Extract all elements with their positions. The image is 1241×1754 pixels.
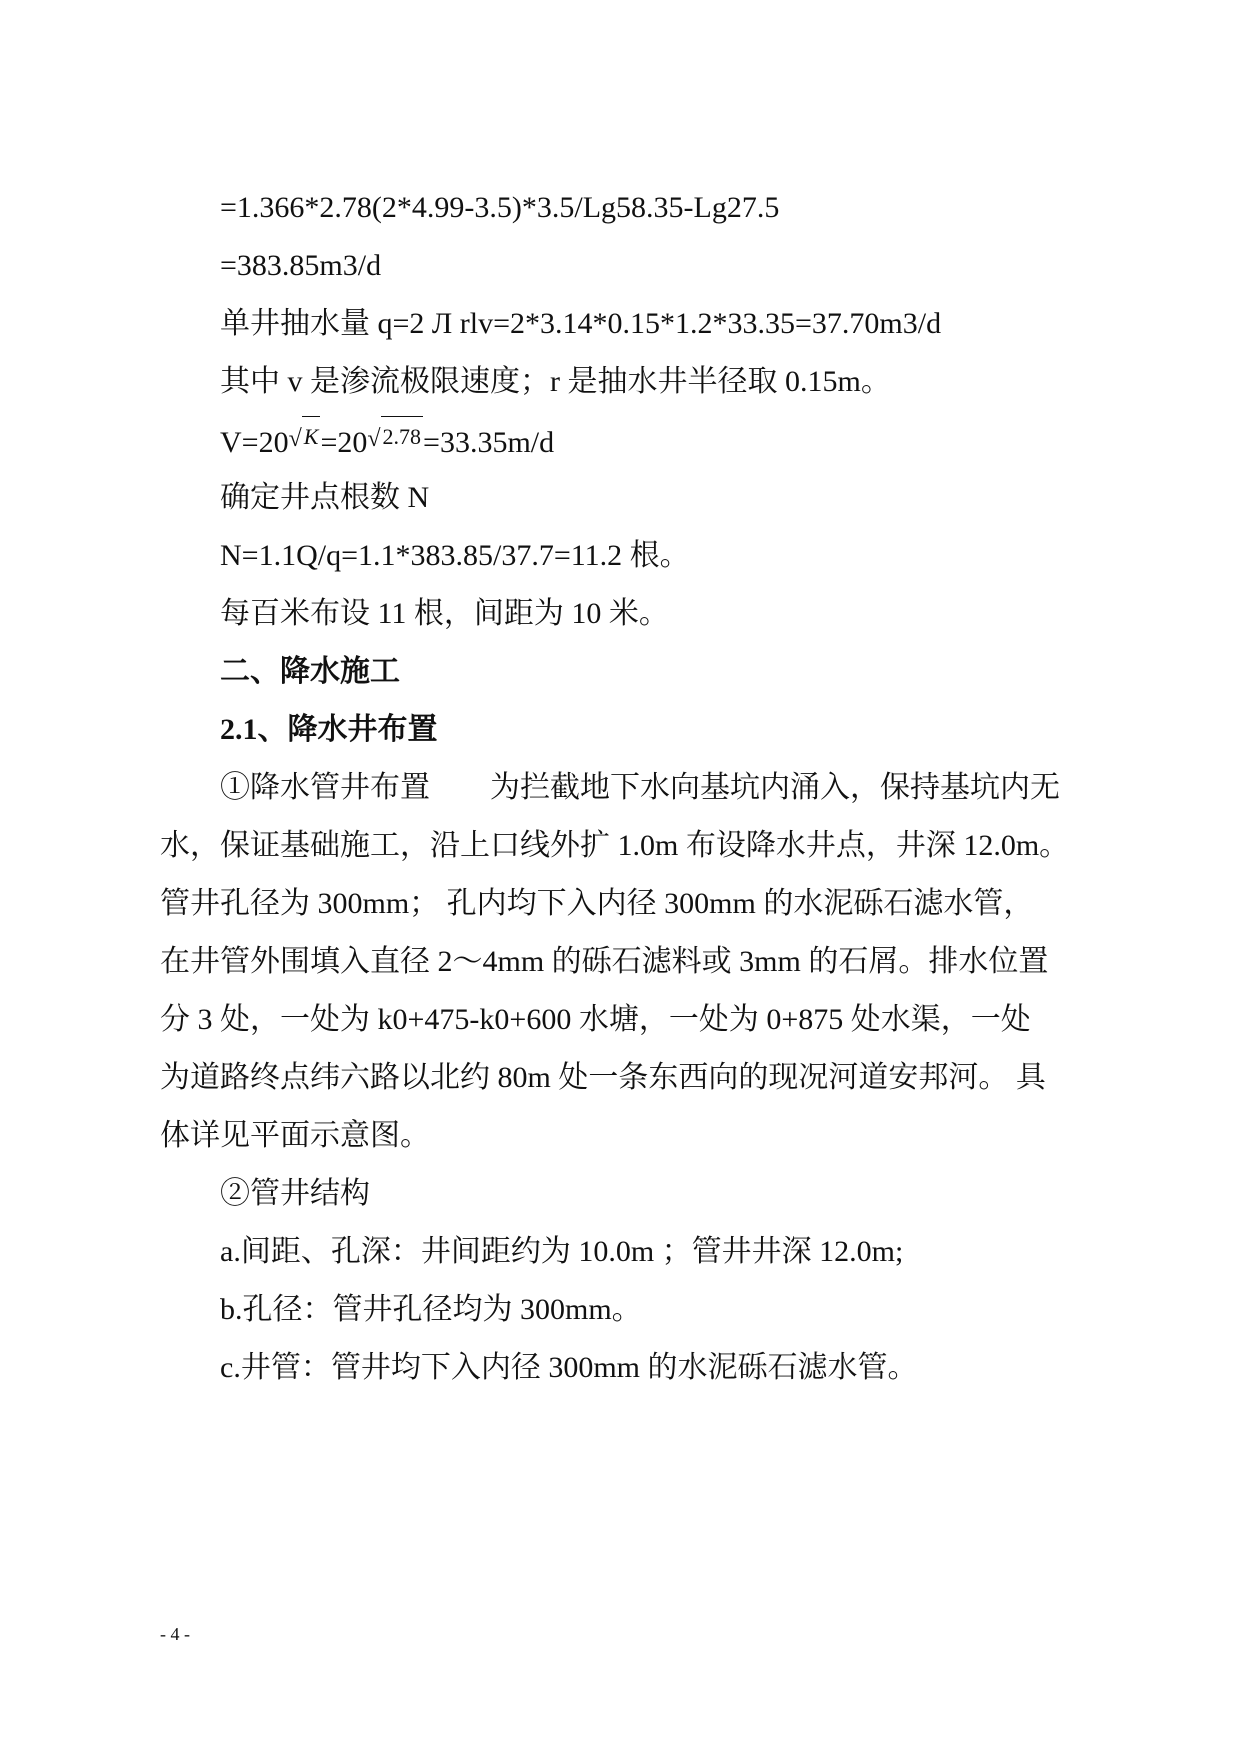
paragraph-line-4: 在井管外围填入直径 2～4mm 的砾石滤料或 3mm 的石屑。排水位置 bbox=[160, 945, 1049, 978]
radical-sign-1: √ bbox=[288, 426, 302, 452]
paragraph-line-1 bbox=[220, 768, 1060, 808]
subsection-heading: 2.1、降水井布置 bbox=[220, 713, 438, 746]
item-title-1: ①降水管井布置 bbox=[220, 771, 430, 804]
velocity-formula bbox=[220, 423, 554, 465]
sqrt-k bbox=[289, 423, 321, 465]
sqrt-278 bbox=[367, 423, 423, 465]
well-count-formula: N=1.1Q/q=1.1*383.85/37.7=11.2 根。 bbox=[220, 539, 690, 572]
well-count-heading: 确定井点根数 N bbox=[220, 481, 430, 514]
item-title-2: ②管井结构 bbox=[220, 1177, 370, 1210]
structure-item-b: b.孔径：管井孔径均为 300mm。 bbox=[220, 1293, 642, 1326]
paragraph-line-6: 为道路终点纬六路以北约 80m 处一条东西向的现况河道安邦河。 具 bbox=[160, 1061, 1046, 1094]
sqrt-278-value: 2.78 bbox=[381, 416, 424, 457]
single-well-flow: 单井抽水量 q=2 Л rlv=2*3.14*0.15*1.2*33.35=37.70m3/d bbox=[220, 307, 942, 340]
variable-explanation: 其中 v 是渗流极限速度；r 是抽水井半径取 0.15m。 bbox=[220, 365, 891, 398]
sqrt-k-value: K bbox=[302, 416, 321, 457]
paragraph-line-5: 分 3 处，一处为 k0+475-k0+600 水塘，一处为 0+875 处水渠，一处 bbox=[160, 1003, 1031, 1036]
radical-sign-2: √ bbox=[367, 426, 381, 452]
paragraph-text-1: 为拦截地下水向基坑内涌入，保持基坑内无 bbox=[490, 771, 1060, 804]
section-heading: 二、降水施工 bbox=[220, 655, 400, 688]
velocity-result: =33.35m/d bbox=[423, 426, 555, 459]
formula-line-1: =1.366*2.78(2*4.99-3.5)*3.5/Lg58.35-Lg27.5 bbox=[220, 191, 780, 224]
page-number: - 4 - bbox=[160, 1624, 190, 1644]
structure-item-c: c.井管：管井均下入内径 300mm 的水泥砾石滤水管。 bbox=[220, 1351, 918, 1384]
formula-result: =383.85m3/d bbox=[220, 249, 382, 282]
structure-item-a: a.间距、孔深：井间距约为 10.0m ；管井井深 12.0m; bbox=[220, 1235, 904, 1268]
velocity-mid: =20 bbox=[320, 426, 368, 459]
well-spacing: 每百米布设 11 根，间距为 10 米。 bbox=[220, 597, 669, 630]
paragraph-line-2: 水，保证基础施工，沿上口线外扩 1.0m 布设降水井点，井深 12.0m。 bbox=[160, 829, 1070, 862]
paragraph-line-7: 体详见平面示意图。 bbox=[160, 1119, 430, 1152]
paragraph-line-3: 管井孔径为 300mm； 孔内均下入内径 300mm 的水泥砾石滤水管， bbox=[160, 887, 1034, 920]
velocity-prefix: V=20 bbox=[220, 426, 289, 459]
